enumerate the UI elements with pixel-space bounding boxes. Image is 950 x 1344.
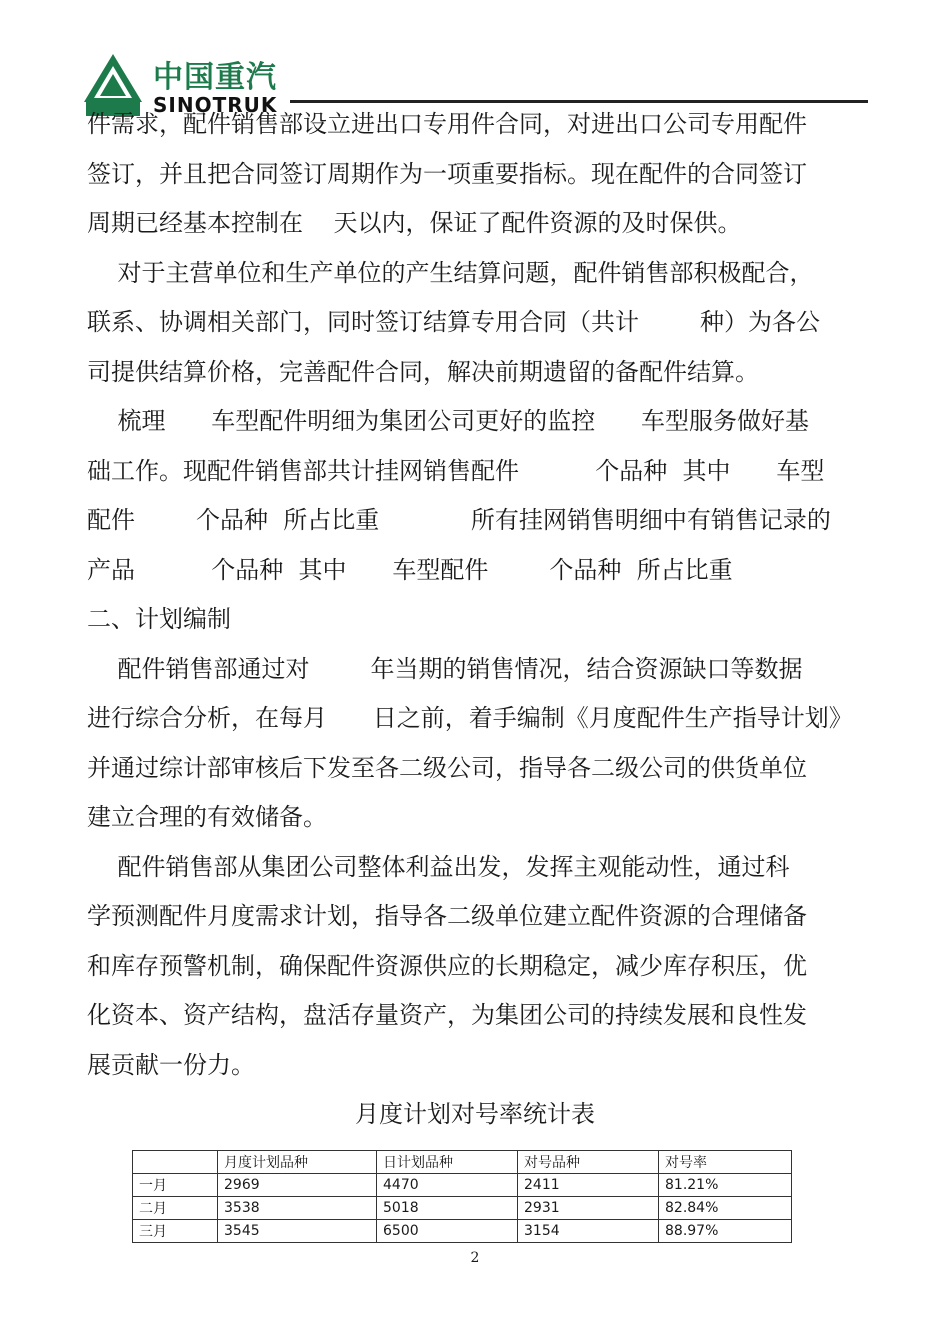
table-cell: 3538 <box>218 1197 377 1220</box>
table-cell: 3545 <box>218 1220 377 1243</box>
table-cell: 6500 <box>377 1220 518 1243</box>
body-line: 化资本、资产结构，盘活存量资产，为集团公司的持续发展和良性发 <box>87 1001 807 1029</box>
table-cell: 2969 <box>218 1174 377 1197</box>
table-cell: 二月 <box>133 1197 218 1220</box>
body-line: 联系、协调相关部门，同时签订结算专用合同（共计 种）为各公 <box>87 308 821 336</box>
body-line: 展贡献一份力。 <box>87 1050 255 1079</box>
body-line: 产品 个品种 其中 车型配件 个品种 所占比重 <box>87 555 733 584</box>
body-line: 配件销售部从集团公司整体利益出发，发挥主观能动性，通过科 <box>87 852 790 881</box>
document-body <box>87 100 864 1090</box>
table-row <box>133 1220 792 1243</box>
brand-name-en: SINOTRUK <box>153 93 278 117</box>
table-cell: 82.84% <box>659 1197 792 1220</box>
table-cell: 一月 <box>133 1174 218 1197</box>
body-line: 件需求，配件销售部设立进出口专用件合同，对进出口公司专用配件 <box>87 110 807 138</box>
header-cell: 对号率 <box>659 1151 792 1174</box>
header-cell <box>133 1151 218 1174</box>
body-line: 配件销售部通过对 年当期的销售情况，结合资源缺口等数据 <box>87 654 803 683</box>
body-line: 学预测配件月度需求计划，指导各二级单位建立配件资源的合理储备 <box>87 902 807 930</box>
table-header-row <box>133 1151 792 1174</box>
body-line: 础工作。现配件销售部共计挂网销售配件 个品种 其中 车型 <box>87 456 825 485</box>
body-line: 对于主营单位和生产单位的产生结算问题，配件销售部积极配合， <box>87 258 814 287</box>
table-cell: 三月 <box>133 1220 218 1243</box>
body-line: 司提供结算价格，完善配件合同，解决前期遗留的备配件结算。 <box>87 357 759 386</box>
brand-name-cn: 中国重汽 <box>153 60 277 95</box>
header-cell: 月度计划品种 <box>218 1151 377 1174</box>
table-cell: 88.97% <box>659 1220 792 1243</box>
table-cell: 81.21% <box>659 1174 792 1197</box>
table-row <box>133 1174 792 1197</box>
table-cell: 5018 <box>377 1197 518 1220</box>
table-row <box>133 1197 792 1220</box>
header-cell: 日计划品种 <box>377 1151 518 1174</box>
body-line: 建立合理的有效储备。 <box>87 803 327 831</box>
plan-match-rate-table <box>132 1150 792 1243</box>
table-cell: 3154 <box>518 1220 659 1243</box>
body-line: 配件 个品种 所占比重 所有挂网销售明细中有销售记录的 <box>87 506 831 534</box>
header-cell: 对号品种 <box>518 1151 659 1174</box>
body-line: 和库存预警机制，确保配件资源供应的长期稳定，减少库存积压，优 <box>87 951 807 980</box>
body-line: 进行综合分析，在每月 日之前，着手编制《月度配件生产指导计划》 <box>87 704 853 732</box>
table-cell: 2411 <box>518 1174 659 1197</box>
table-cell: 2931 <box>518 1197 659 1220</box>
body-line: 并通过综计部审核后下发至各二级公司，指导各二级公司的供货单位 <box>87 753 807 782</box>
section-heading: 二、计划编制 <box>87 605 231 633</box>
body-line: 签订，并且把合同签订周期作为一项重要指标。现在配件的合同签订 <box>87 159 807 188</box>
table-title: 月度计划对号率统计表 <box>355 1100 595 1128</box>
body-line: 周期已经基本控制在 天以内，保证了配件资源的及时保供。 <box>87 209 742 237</box>
body-line: 梳理 车型配件明细为集团公司更好的监控 车型服务做好基 <box>87 407 810 435</box>
table-cell: 4470 <box>377 1174 518 1197</box>
page-number: 2 <box>470 1250 480 1266</box>
